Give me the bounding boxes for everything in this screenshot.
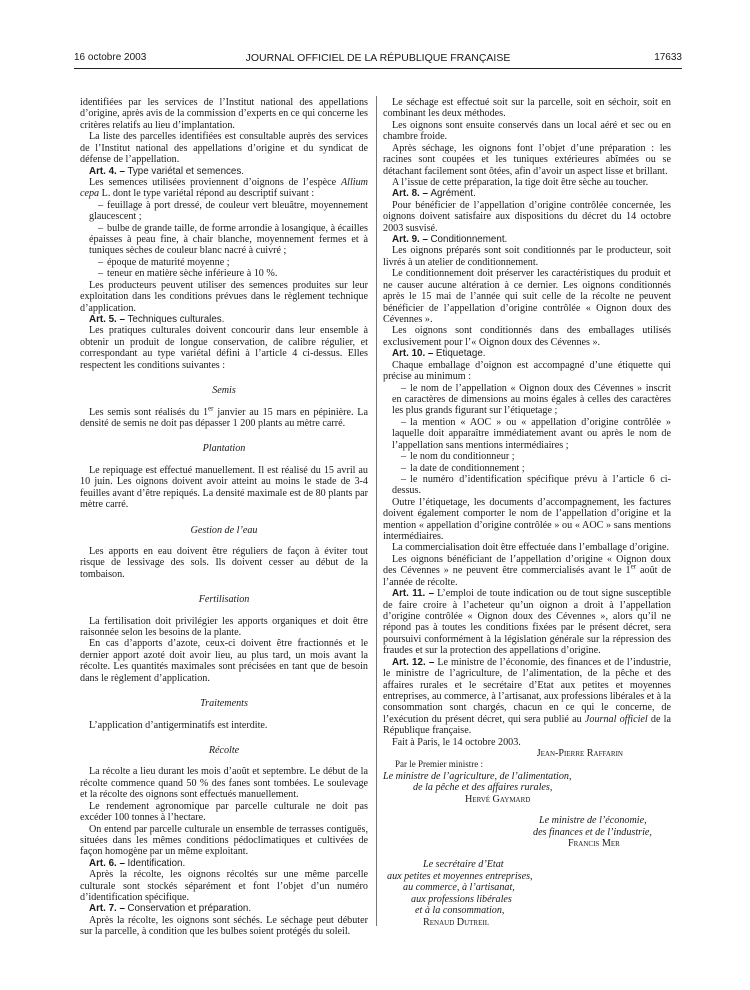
signatory-title: Le ministre de l’économie, bbox=[539, 815, 647, 827]
paragraph: La commercialisation doit être effectuée dans l’emballage d’origine. bbox=[392, 542, 670, 554]
paragraph: Les pratiques culturales doivent concourir dans leur ensemble à obtenir un produit de longue conservation, de calibre régulier, et correspondant au type variétal défini à l’article 4 ci-dessus. Elles respectent les conditions suivantes : bbox=[80, 325, 368, 371]
paragraph: Chaque emballage d’oignon est accompagné d’une étiquette qui précise au minimum : bbox=[383, 359, 671, 383]
paragraph: Après la récolte, les oignons récoltés sur une même parcelle culturale sont stockés séparément et font l’objet d’un numéro d’identification spécifique. bbox=[80, 869, 368, 904]
paragraph: Les producteurs peuvent utiliser des semences produites sur leur exploitation dans les conditions prévues dans le règlement technique d’application. bbox=[80, 279, 368, 314]
list-item: – le nom de l’appellation « Oignon doux des Cévennes » inscrit en caractères de dimensions au moins égales à celles des caractères les plus grands figurant sur l’étiquetage ; bbox=[392, 382, 671, 417]
header-page-number: 17633 bbox=[654, 52, 682, 63]
paragraph: Le conditionnement doit préserver les caractéristiques du produit et ne causer aucune altération à ce dernier. Les oignons conditionnés après le 15 mai de l’année qui suit celle de la récolte ne peuvent bénéficier de l’appellation d’origine contrôlée « Oignon doux des Cévennes ». bbox=[383, 268, 671, 326]
article-12: Art. 12. – Le ministre de l’économie, des finances et de l’industrie, le ministre de l’agriculture, de l’alimentation, de la pêche et des affaires rurales et le secrétaire d’Etat aux petites et moyennes entreprises, au commerce, à l’artisanat, aux professions libérales et à la consommation sont chargés, chacun en ce qui le concerne, de l’exécution du présent décret, qui sera publié au Journal officiel de la République française. bbox=[383, 656, 671, 737]
signatory-name: Francis Mer bbox=[568, 838, 620, 849]
signature-intro: Par le Premier ministre : bbox=[395, 759, 483, 770]
paragraph: Le rendement agronomique par parcelle culturale ne doit pas excéder 100 tonnes à l’hectare. bbox=[80, 800, 368, 824]
signatory-title: de la pêche et des affaires rurales, bbox=[413, 782, 553, 794]
paragraph: Les oignons sont ensuite conservés dans un local aéré et sec ou en chambre froide. bbox=[383, 119, 671, 143]
paragraph: La fertilisation doit privilégier les apports organiques et doit être raisonnée selon les besoins de la plante. bbox=[80, 615, 368, 639]
article-9-heading: Art. 9. – Conditionnement. bbox=[392, 234, 508, 246]
paragraph: En cas d’apports d’azote, ceux-ci doivent être fractionnés et le dernier apport azoté doit avoir lieu, au plus tard, un mois avant la récolte. Les quantités maximales sont précisées en tant que de besoin dans le règlement d’application. bbox=[80, 638, 368, 684]
paragraph: L’application d’antigerminatifs est interdite. bbox=[89, 719, 268, 731]
list-item: – le nom du conditionneur ; bbox=[401, 451, 515, 463]
paragraph: On entend par parcelle culturale un ensemble de terrasses contiguës, situées dans les mêmes conditions pédoclimatiques et cultivées de façon homogène par un même exploitant. bbox=[80, 823, 368, 858]
signatory-name: Renaud Dutreil bbox=[423, 916, 489, 928]
paragraph: Outre l’étiquetage, les documents d’accompagnement, les factures doivent également comporter le nom de l’appellation d’origine et la mention « appellation d’origine contrôlée » ou « AOC » sans mentions intermédiaires. bbox=[383, 496, 671, 543]
header-journal-title: JOURNAL OFFICIEL DE LA RÉPUBLIQUE FRANÇAISE bbox=[245, 52, 511, 64]
article-10-heading: Art. 10. – Etiquetage. bbox=[392, 348, 486, 360]
paragraph: La liste des parcelles identifiées est consultable auprès des services de l’Institut national des appellations d’origine et du syndicat de défense de l’appellation. bbox=[80, 131, 368, 166]
paragraph: Après séchage, les oignons font l’objet d’une préparation : les racines sont coupées et les tuniques extérieures abîmées ou se détachant facilement sont ôtées, afin d’avoir un aspect lisse et brillant. bbox=[383, 142, 671, 177]
list-item: – époque de maturité moyenne ; bbox=[98, 256, 230, 268]
subheading-traitements: Traitements bbox=[200, 698, 248, 710]
signatory-title: aux professions libérales bbox=[411, 893, 512, 905]
fait-a-paris: Fait à Paris, le 14 octobre 2003. bbox=[392, 736, 521, 748]
signatory-title: et à la consommation, bbox=[415, 905, 505, 917]
subheading-gestion-eau: Gestion de l’eau bbox=[190, 524, 258, 536]
signatory-title: des finances et de l’industrie, bbox=[533, 826, 652, 838]
page-header bbox=[74, 52, 682, 66]
paragraph: Après la récolte, les oignons sont séchés. Le séchage peut débuter sur la parcelle, à condition que les bulbes soient protégés du soleil. bbox=[80, 914, 368, 938]
list-item: – teneur en matière sèche inférieure à 10 %. bbox=[98, 268, 278, 280]
left-column bbox=[80, 97, 368, 938]
list-item: – bulbe de grande taille, de forme arrondie à losangique, à écailles épaisses à peau fine, à chair blanche, moyennement fermes et à tuniques sèches de couleur blanc nacré à cuivré ; bbox=[89, 222, 368, 257]
signatory-name: Hervé Gaymard bbox=[465, 793, 531, 805]
header-date: 16 octobre 2003 bbox=[74, 52, 147, 63]
article-5-heading: Art. 5. – Techniques culturales. bbox=[89, 314, 225, 326]
signatory-title: Le ministre de l’agriculture, de l’alimentation, bbox=[383, 770, 572, 782]
paragraph: Les apports en eau doivent être réguliers de façon à éviter tout risque de lessivage des sols. Ils doivent cesser au début de la tombaison. bbox=[80, 545, 368, 580]
paragraph: La récolte a lieu durant les mois d’août et septembre. Le début de la récolte commence quand 50 % des fanes sont tombées. Le soulevage et la récolte des oignons sont effectués manuellement. bbox=[80, 766, 368, 801]
article-7-heading: Art. 7. – Conservation et préparation. bbox=[89, 903, 252, 915]
article-8-heading: Art. 8. – Agrément. bbox=[392, 188, 476, 200]
signatory-title: Le secrétaire d’Etat bbox=[423, 859, 504, 871]
signatory-title: au commerce, à l’artisanat, bbox=[403, 882, 515, 894]
paragraph: Pour bénéficier de l’appellation d’origine contrôlée concernée, les oignons doivent satisfaire aux dispositions du décret du 14 octobre 2003 susvisé. bbox=[383, 199, 671, 234]
paragraph: A l’issue de cette préparation, la tige doit être sèche au toucher. bbox=[392, 176, 649, 188]
article-6-heading: Art. 6. – Identification. bbox=[89, 857, 186, 869]
subheading-recolte: Récolte bbox=[208, 744, 240, 756]
subheading-plantation: Plantation bbox=[202, 443, 246, 455]
paragraph: identifiées par les services de l’Institut national des appellations d’origine, après avis de la commission d’experts en ce qui concerne les critères relatifs au lieu d’implantation. bbox=[80, 97, 368, 131]
paragraph: Les oignons préparés sont soit conditionnés par le producteur, soit livrés à un atelier de conditionnement. bbox=[383, 245, 671, 268]
paragraph: Les semences utilisées proviennent d’oignons de l’espèce Allium cepa L. dont le type variétal répond au descriptif suivant : bbox=[80, 176, 368, 200]
paragraph: Les semis sont réalisés du 1er janvier au 15 mars en pépinière. La densité de semis ne doit pas dépasser 1 200 plants au mètre carré. bbox=[80, 404, 368, 429]
paragraph: Les oignons bénéficiant de l’appellation d’origine « Oignon doux des Cévennes » ne peuvent être commercialisés avant le 1er août de l’année de récolte. bbox=[383, 553, 671, 588]
subheading-fertilisation: Fertilisation bbox=[198, 594, 250, 606]
header-rule bbox=[74, 68, 682, 69]
subheading-semis: Semis bbox=[212, 385, 236, 397]
signature-prime-minister: Jean-Pierre Raffarin bbox=[536, 748, 623, 760]
signatory-title: aux petites et moyennes entreprises, bbox=[387, 870, 533, 882]
paragraph: Les oignons sont conditionnés dans des emballages utilisés exclusivement pour l’« Oignon doux des Cévennes ». bbox=[383, 325, 671, 348]
paragraph: Le séchage est effectué soit sur la parcelle, soit en séchoir, soit en combinant les deux méthodes. bbox=[383, 97, 671, 120]
list-item: – feuillage à port dressé, de couleur vert bleuâtre, moyennement glaucescent ; bbox=[89, 199, 368, 223]
right-column bbox=[383, 97, 671, 928]
list-item: – le numéro d’identification spécifique prévu à l’article 6 ci-dessus. bbox=[392, 473, 671, 497]
list-item: – la date de conditionnement ; bbox=[401, 462, 525, 474]
column-divider bbox=[376, 96, 377, 926]
article-4-heading: Art. 4. – Type variétal et semences. bbox=[89, 165, 244, 177]
list-item: – la mention « AOC » ou « appellation d’origine contrôlée » laquelle doit apparaître immédiatement avant ou après le nom de l’appellation sans mentions intermédiaires ; bbox=[392, 416, 671, 451]
article-11: Art. 11. – L’emploi de toute indication ou de tout signe susceptible de faire croire à l’acheteur qu’un oignon a droit à l’appellation d’origine contrôlée « Oignon doux des Cévennes », alors qu’il ne répond pas à toutes les conditions fixées par le présent décret, sera poursuivi conformément à la législation générale sur la répression des fraudes et sur la protection des appellations d’origine. bbox=[383, 588, 671, 657]
paragraph: Le repiquage est effectué manuellement. Il est réalisé du 15 avril au 10 juin. Les oignons doivent avoir atteint au moins le stade de 3-4 feuilles avant d’être repiqués. La densité maximale est de 80 plants par mètre carré. bbox=[80, 464, 368, 511]
